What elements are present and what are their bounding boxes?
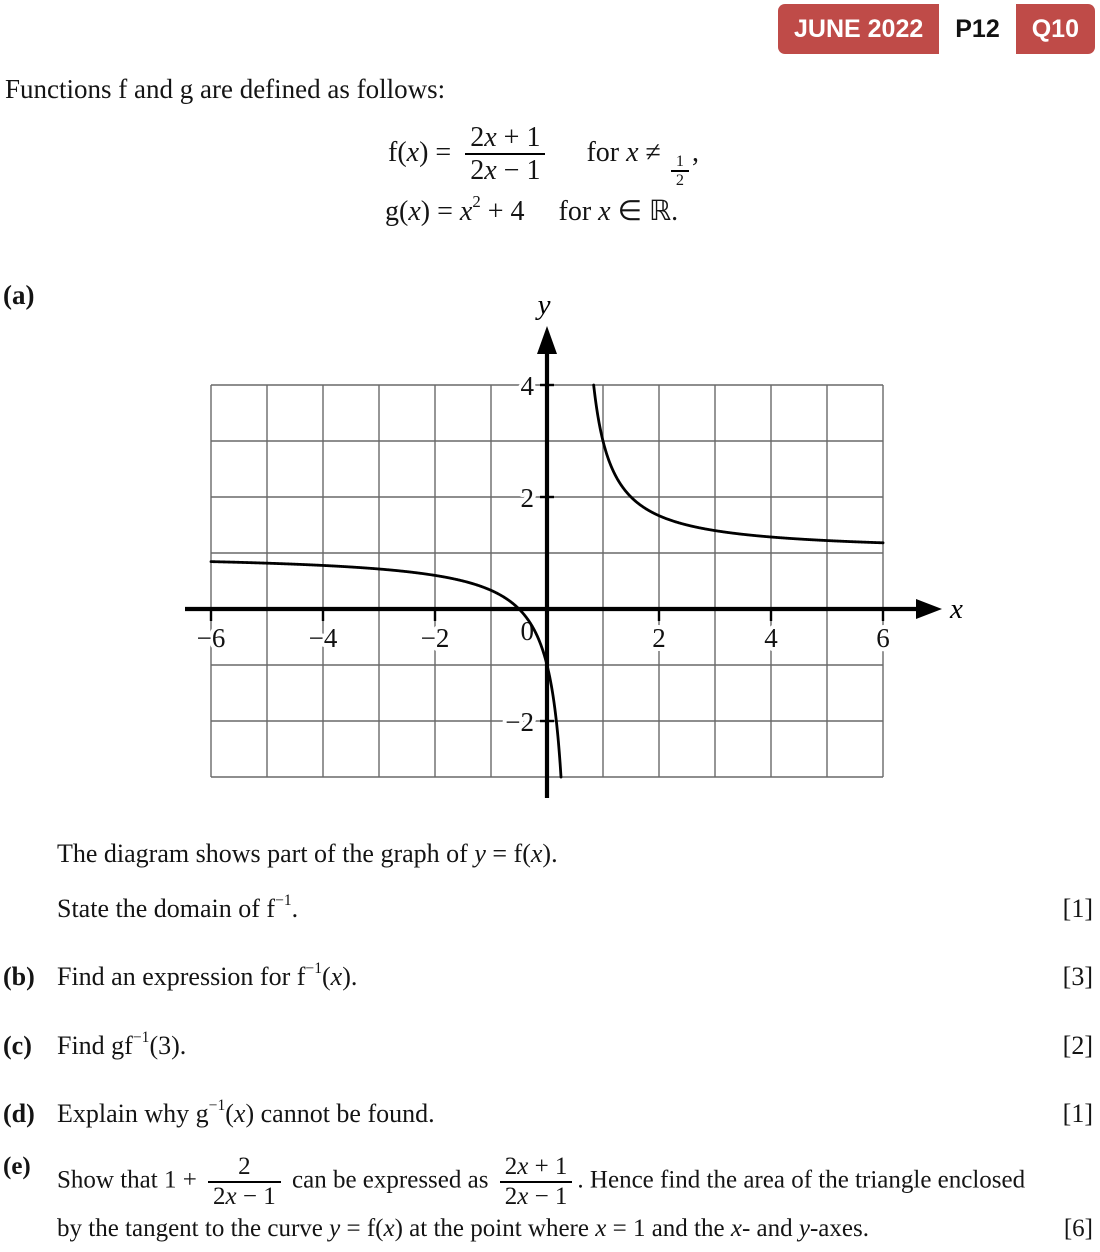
- svg-text:2: 2: [520, 483, 534, 513]
- part-d-marks: [1]: [1062, 1099, 1093, 1128]
- part-a-text: State the domain of $f^{-1}$.: [57, 892, 299, 923]
- intro-text: Functions f and g are defined as follows:: [5, 74, 446, 104]
- part-e-marks: [6]: [1063, 1215, 1093, 1242]
- part-b-label: (b): [3, 962, 35, 991]
- fraction: $\frac{2x + 1}{2x - 1}$: [465, 122, 545, 187]
- svg-text:4: 4: [520, 371, 534, 401]
- svg-text:0: 0: [520, 616, 534, 646]
- part-e-content: [57, 1153, 1093, 1243]
- svg-text:−2: −2: [420, 623, 450, 653]
- svg-text:−4: −4: [308, 623, 338, 653]
- g-definition: $g(x) = x^2 + 4$ for x ∈ ℝ.: [385, 192, 679, 227]
- y-axis-label: y: [537, 290, 551, 321]
- badge-paper: P12: [939, 4, 1015, 54]
- part-a-question: [57, 894, 1093, 924]
- part-e-line2: [57, 1215, 1093, 1243]
- part-e-line2-text: by the tangent to the curve y = f(x) at the point where x = 1 and the x- and y-axes.: [57, 1215, 869, 1242]
- fraction: $\frac{1}{2}$: [671, 153, 689, 188]
- function-graph: [170, 290, 980, 815]
- fraction: $\frac{2}{2x - 1}$: [208, 1153, 281, 1211]
- f-definition: f(x) = $\frac{2x + 1}{2x - 1}$ for x ≠ $\frac{1}{2}$ ,: [388, 122, 700, 189]
- svg-text:2: 2: [652, 623, 666, 653]
- part-e-question: [3, 1153, 1093, 1243]
- part-c-marks: [2]: [1062, 1031, 1093, 1060]
- part-c-question: [3, 1031, 1093, 1061]
- x-axis-label: x: [950, 593, 963, 625]
- svg-text:6: 6: [876, 623, 890, 653]
- curve-left-branch: [211, 562, 561, 777]
- part-e-line1: Show that 1 + $\frac{2}{2x - 1}$ can be expressed as $\frac{2x + 1}{2x - 1}$ . Hence find the area of the triangle enclosed: [57, 1153, 1026, 1210]
- part-d-text: Explain why $g^{-1}(x)$ cannot be found.: [57, 1097, 435, 1128]
- part-a-label: (a): [3, 280, 35, 310]
- svg-text:−2: −2: [505, 707, 534, 737]
- part-e-label: (e): [3, 1153, 31, 1180]
- tick-labels: [197, 371, 890, 737]
- part-b-question: [3, 962, 1093, 992]
- part-d-question: [3, 1099, 1093, 1129]
- part-d-label: (d): [3, 1099, 35, 1128]
- badge-session: JUNE 2022: [778, 4, 939, 54]
- axes: [185, 326, 942, 798]
- part-c-text: Find $gf^{-1}(3)$.: [57, 1029, 187, 1060]
- axis-labels: [535, 290, 963, 625]
- fraction: $\frac{2x + 1}{2x - 1}$: [500, 1153, 573, 1211]
- question-ref-badge: [778, 4, 1095, 54]
- part-a-marks: [1]: [1062, 894, 1093, 923]
- curve-right-branch: [594, 385, 883, 543]
- part-b-marks: [3]: [1062, 962, 1093, 991]
- badge-question: Q10: [1016, 4, 1095, 54]
- svg-text:4: 4: [764, 623, 778, 653]
- svg-text:−6: −6: [196, 623, 226, 653]
- part-b-text: Find an expression for $f^{-1}(x)$.: [57, 960, 358, 991]
- part-c-label: (c): [3, 1031, 32, 1060]
- graph-caption: The diagram shows part of the graph of y = f(x).: [57, 839, 558, 868]
